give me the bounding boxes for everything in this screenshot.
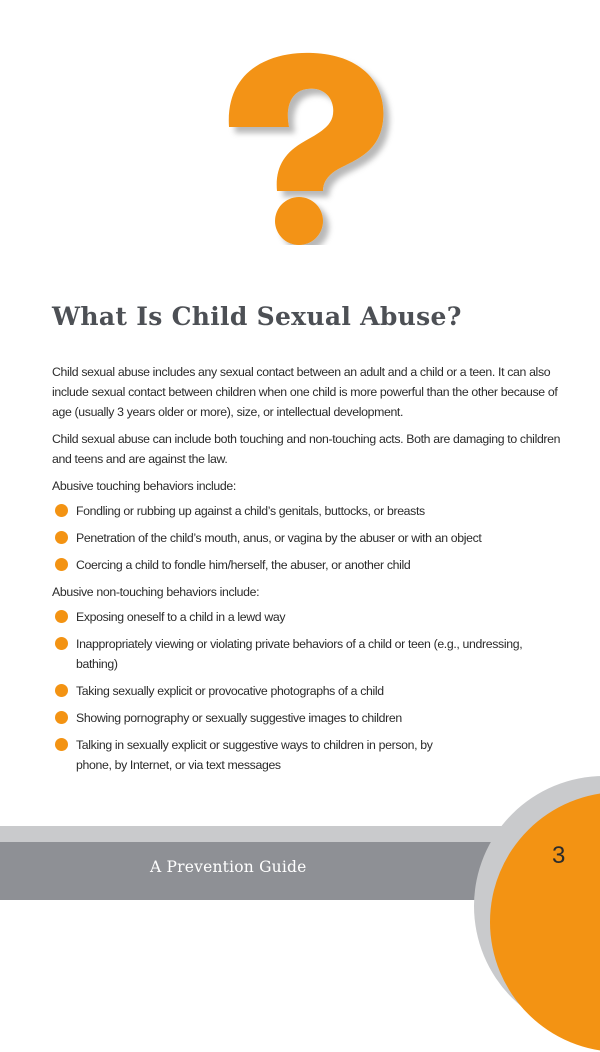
non-touching-lead: Abusive non-touching behaviors include: [52,585,260,599]
touching-list [52,501,562,575]
bullet-icon [55,504,68,517]
question-mark-icon [215,45,395,245]
list-item: Exposing oneself to a child in a lewd way [52,607,562,627]
touching-lead: Abusive touching behaviors include: [52,479,236,493]
list-item: Taking sexually explicit or provocative photographs of a child [52,681,562,701]
touching-paragraph: Child sexual abuse can include both touching and non-touching acts. Both are damaging to children and teens and are against the law. [52,432,561,466]
list-item: Talking in sexually explicit or suggestive ways to children in person, by phone, by Internet, or via text messages [52,735,562,775]
bullet-icon [55,711,68,724]
non-touching-list [52,607,562,775]
intro-paragraph: Child sexual abuse includes any sexual contact between an adult and a child or a teen. It can also include sexual contact between children when one child is more powerful than the other because of age (usually 3 years older or more), size, or intellectual development. [52,365,558,419]
bullet-icon [55,610,68,623]
page-number: 3 [552,842,566,869]
footer-label: A Prevention Guide [150,858,307,876]
body-content [52,362,562,782]
list-item: Inappropriately viewing or violating private behaviors of a child or teen (e.g., undressing, bathing) [52,634,562,674]
list-item: Fondling or rubbing up against a child’s genitals, buttocks, or breasts [52,501,562,521]
list-item: Penetration of the child’s mouth, anus, or vagina by the abuser or with an object [52,528,562,548]
bullet-icon [55,637,68,650]
list-item: Showing pornography or sexually suggestive images to children [52,708,562,728]
list-item: Coercing a child to fondle him/herself, the abuser, or another child [52,555,562,575]
bullet-icon [55,738,68,751]
page-title: What Is Child Sexual Abuse? [52,302,462,331]
bullet-icon [55,684,68,697]
bullet-icon [55,558,68,571]
bullet-icon [55,531,68,544]
